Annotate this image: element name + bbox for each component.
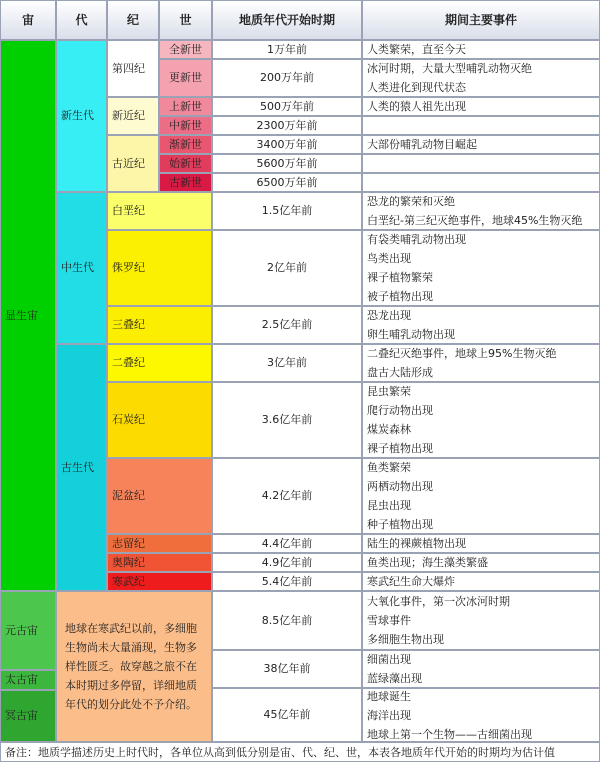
events-silurian [362,534,600,553]
time-jurassic: 2亿年前 [212,230,362,306]
event-line: 寒武纪生命大爆炸 [367,575,455,588]
event-line: 两栖动物出现 [367,480,433,493]
events-holocene [362,40,600,59]
event-line: 大部份哺乳动物目崛起 [367,138,477,151]
events-hadean [362,688,600,742]
era-cenozoic: 新生代 [56,40,107,192]
period-permian: 二叠纪 [107,344,212,382]
time-permian: 3亿年前 [212,344,362,382]
time-proterozoic: 8.5亿年前 [212,591,362,650]
period-paleogene: 古近纪 [107,135,159,192]
events-carboniferous [362,382,600,458]
event-line: 种子植物出现 [367,518,433,531]
time-oligocene: 3400万年前 [212,135,362,154]
period-neogene: 新近纪 [107,97,159,135]
event-line: 白垩纪-第三纪灭绝事件，地球45%生物灭绝 [367,214,583,227]
event-line: 多细胞生物出现 [367,633,444,646]
epoch-paleocene: 古新世 [159,173,212,192]
time-archean: 38亿年前 [212,650,362,688]
event-line: 裸子植物繁荣 [367,271,433,284]
event-line: 地球上第一个生物——古细菌出现 [367,727,532,741]
event-line: 煤炭森林 [367,423,411,436]
time-pliocene: 500万年前 [212,97,362,116]
event-line: 鱼类出现；海生藻类繁盛 [367,556,488,569]
time-cambrian: 5.4亿年前 [212,572,362,591]
event-line: 盘古大陆形成 [367,366,433,379]
events-pliocene [362,97,600,116]
era-mesozoic: 中生代 [56,192,107,344]
event-line: 昆虫出现 [367,499,411,512]
event-line: 海洋出现 [367,708,411,722]
time-devonian: 4.2亿年前 [212,458,362,534]
event-line: 人类的猿人祖先出现 [367,100,466,113]
period-quaternary: 第四纪 [107,40,159,97]
events-archean [362,650,600,688]
event-line: 卵生哺乳动物出现 [367,328,455,341]
events-cambrian [362,572,600,591]
header-period: 纪 [107,0,159,40]
event-line: 恐龙的繁荣和灭绝 [367,195,455,208]
epoch-oligocene: 渐新世 [159,135,212,154]
events-ordovician [362,553,600,572]
time-silurian: 4.4亿年前 [212,534,362,553]
event-line: 蓝绿藻出现 [367,672,422,685]
time-triassic: 2.5亿年前 [212,306,362,344]
events-permian [362,344,600,382]
period-silurian: 志留纪 [107,534,212,553]
period-ordovician: 奥陶纪 [107,553,212,572]
period-cambrian: 寒武纪 [107,572,212,591]
header-start-time: 地质年代开始时期 [212,0,362,40]
eon-hadean: 冥古宙 [0,690,56,742]
eon-archean: 太古宙 [0,670,56,690]
period-devonian: 泥盆纪 [107,458,212,534]
header-epoch: 世 [159,0,212,40]
event-line: 冰河时期，大量大型哺乳动物灭绝 [367,62,532,75]
events-eocene [362,154,600,173]
time-eocene: 5600万年前 [212,154,362,173]
footnote: 备注：地质学描述历史上时代时，各单位从高到低分别是宙、代、纪、世，本表各地质年代开始的时期均为估计值 [0,742,600,762]
events-miocene [362,116,600,135]
events-jurassic [362,230,600,306]
eon-proterozoic: 元古宙 [0,591,56,670]
header-events: 期间主要事件 [362,0,600,40]
time-miocene: 2300万年前 [212,116,362,135]
event-line: 陆生的裸蕨植物出现 [367,537,466,550]
header-era: 代 [56,0,107,40]
time-cretaceous: 1.5亿年前 [212,192,362,230]
event-line: 鱼类繁荣 [367,461,411,474]
epoch-holocene: 全新世 [159,40,212,59]
events-devonian [362,458,600,534]
events-triassic [362,306,600,344]
event-line: 鸟类出现 [367,252,411,265]
period-carboniferous: 石炭纪 [107,382,212,458]
event-line: 二叠纪灭绝事件，地球上95%生物灭绝 [367,347,557,360]
epoch-eocene: 始新世 [159,154,212,173]
event-line: 爬行动物出现 [367,404,433,417]
time-pleistocene: 200万年前 [212,59,362,97]
precambrian-note: 地球在寒武纪以前，多细胞生物尚未大量涌现，生物多样性匮乏。故穿越之旅不在本时期过多停留，详细地质年代的划分此处不予介绍。 [56,591,212,742]
time-paleocene: 6500万年前 [212,173,362,192]
event-line: 有袋类哺乳动物出现 [367,233,466,246]
events-paleocene [362,173,600,192]
event-line: 细菌出现 [367,653,411,666]
event-line: 昆虫繁荣 [367,385,411,398]
event-line: 地球诞生 [367,689,411,703]
period-jurassic: 侏罗纪 [107,230,212,306]
time-carboniferous: 3.6亿年前 [212,382,362,458]
epoch-pleistocene: 更新世 [159,59,212,97]
events-pleistocene [362,59,600,97]
epoch-pliocene: 上新世 [159,97,212,116]
time-ordovician: 4.9亿年前 [212,553,362,572]
period-triassic: 三叠纪 [107,306,212,344]
events-cretaceous [362,192,600,230]
epoch-miocene: 中新世 [159,116,212,135]
period-cretaceous: 白垩纪 [107,192,212,230]
era-paleozoic: 古生代 [56,344,107,591]
eon-phanerozoic: 显生宙 [0,40,56,591]
time-hadean: 45亿年前 [212,688,362,742]
event-line: 人类繁荣，直至今天 [367,43,466,56]
event-line: 裸子植物出现 [367,442,433,455]
event-line: 雪球事件 [367,614,411,627]
event-line: 人类进化到现代状态 [367,81,466,94]
time-holocene: 1万年前 [212,40,362,59]
event-line: 恐龙出现 [367,309,411,322]
events-proterozoic [362,591,600,650]
events-oligocene [362,135,600,154]
event-line: 被子植物出现 [367,290,433,303]
event-line: 大氧化事件，第一次冰河时期 [367,595,510,608]
header-eon: 宙 [0,0,56,40]
